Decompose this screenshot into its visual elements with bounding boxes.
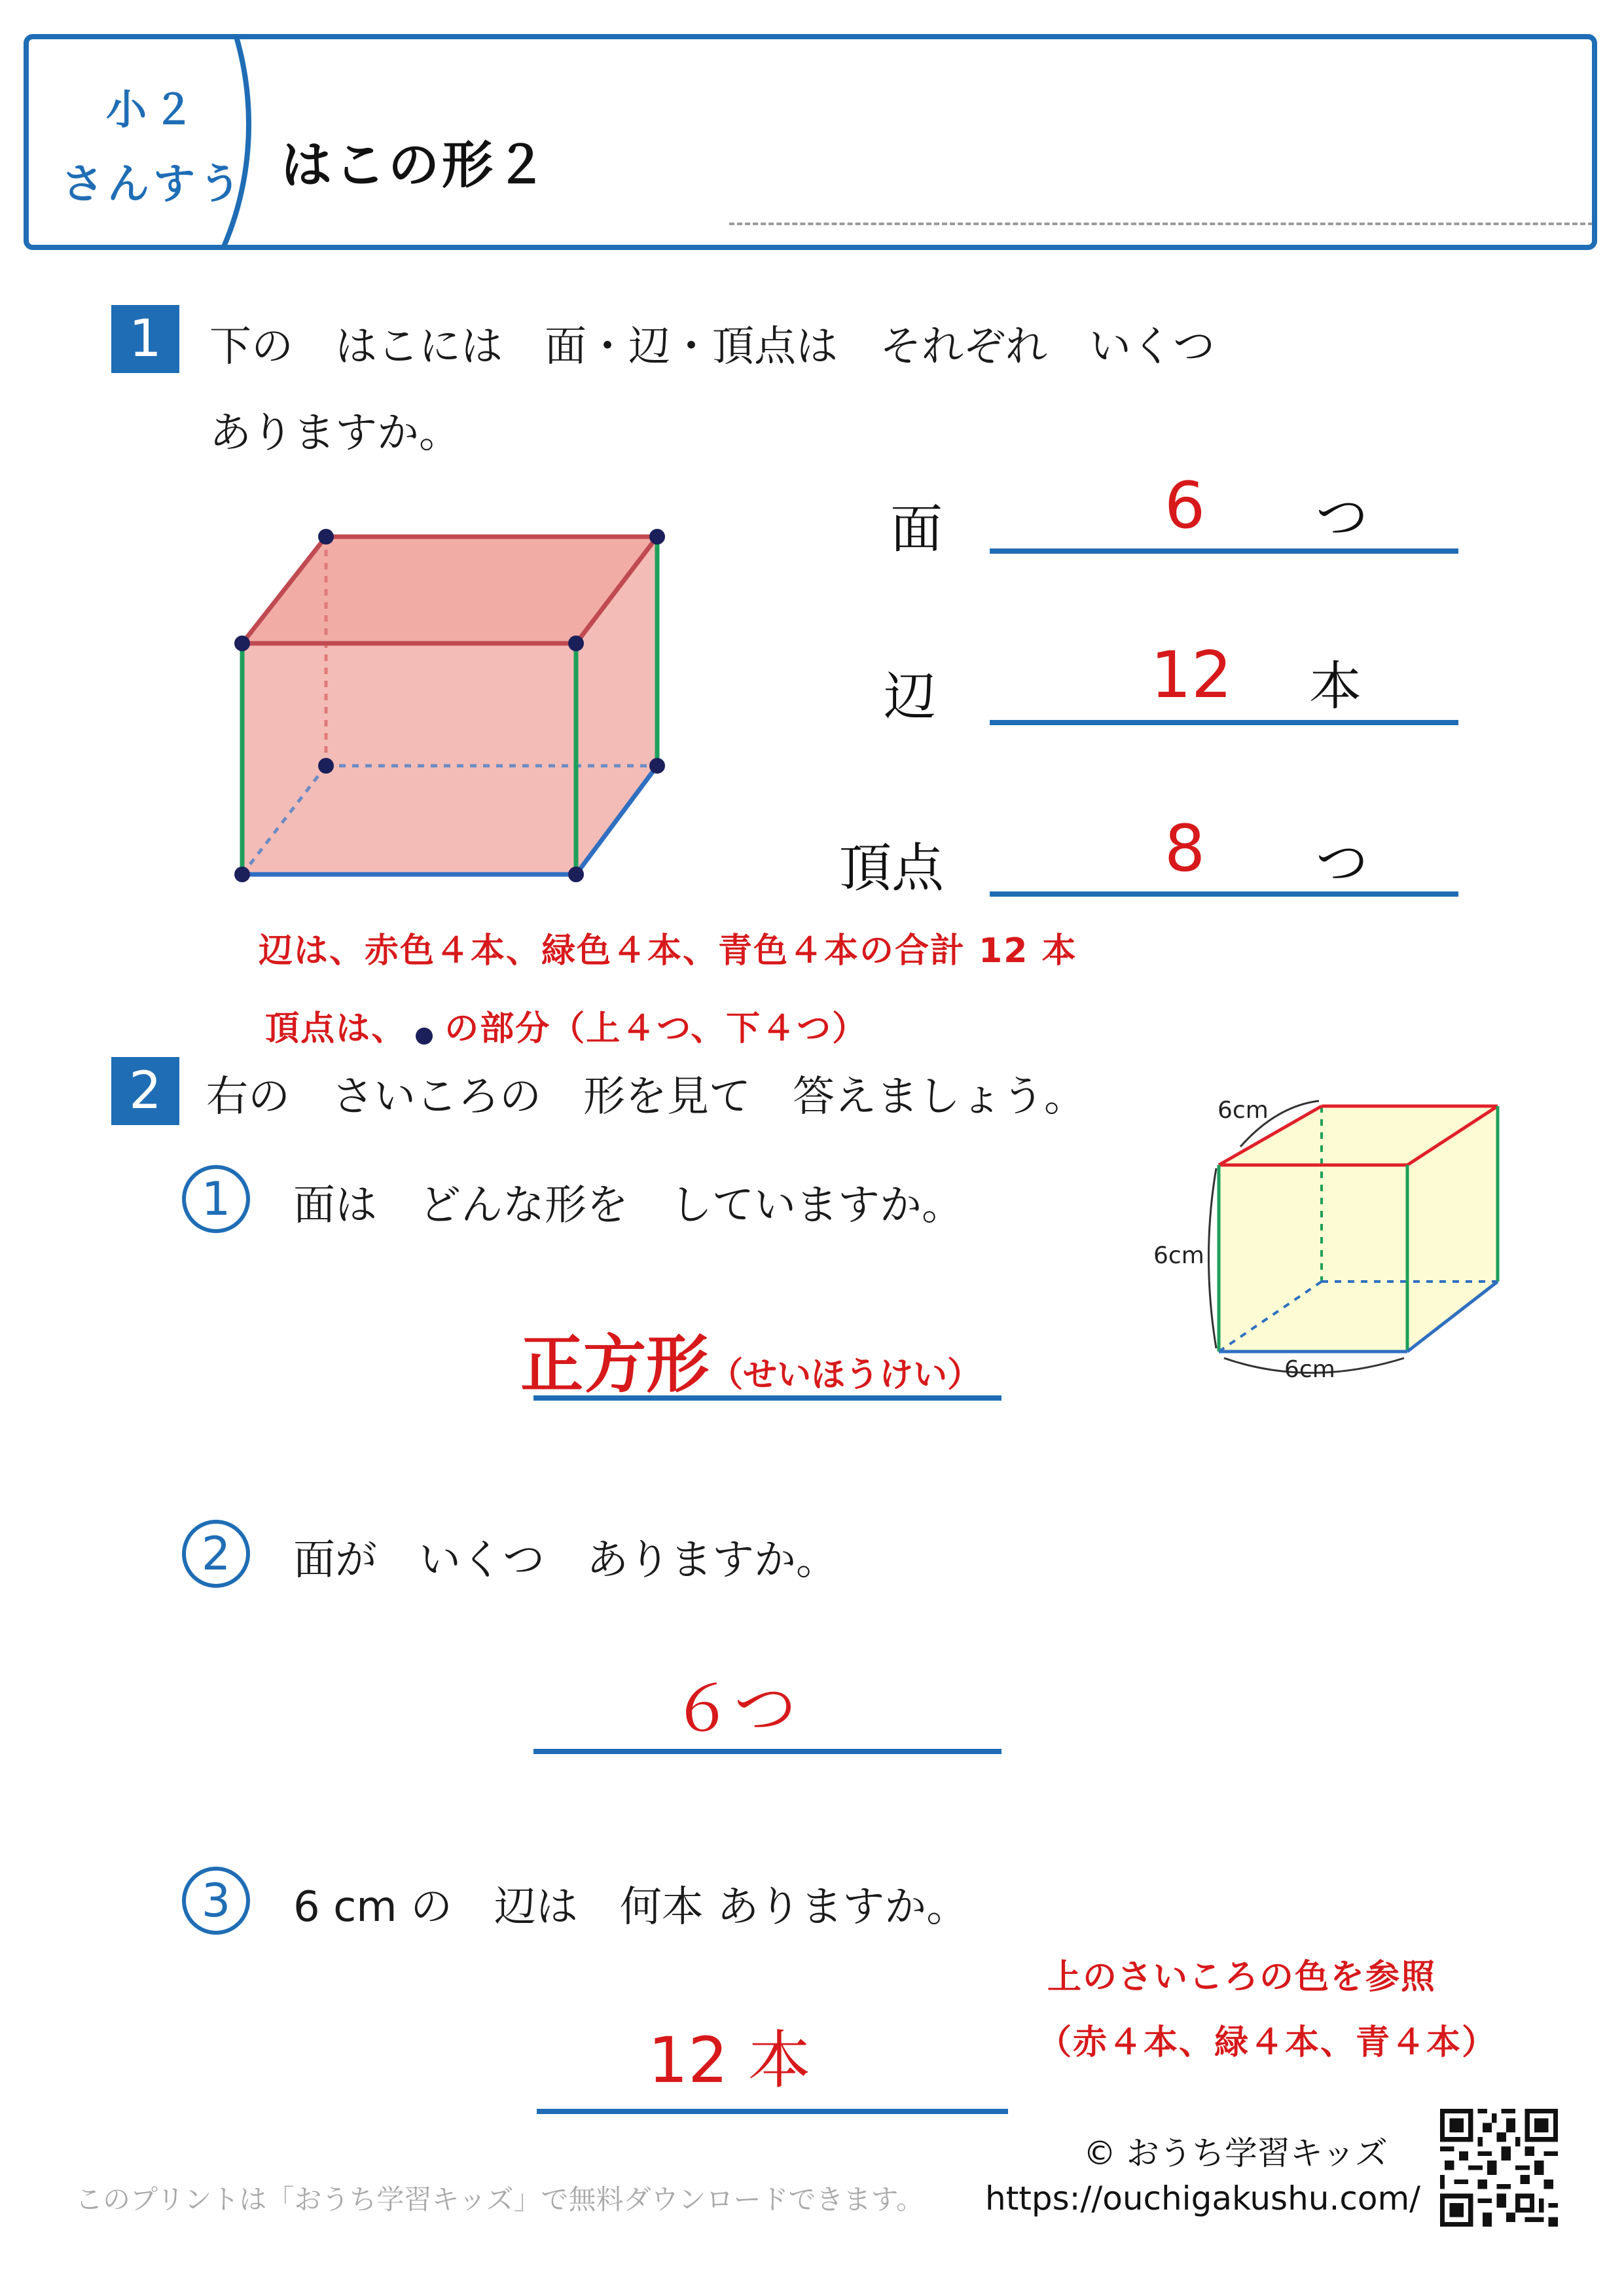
answer-label-edges: 辺 — [884, 666, 936, 727]
footer-notice: このプリントは「おうち学習キッズ」で無料ダウンロードできます。 — [75, 2183, 924, 2215]
subq-1-answer-sub: （せいほうけい） — [709, 1355, 982, 1395]
subq-1-answer-main: 正方形 — [520, 1328, 710, 1401]
q1-note-edges: 辺は、赤色４本、緑色４本、青色４本の合計 12 本 — [259, 931, 1077, 971]
subq-2-answer-line — [533, 1749, 1001, 1754]
header-box — [24, 34, 1597, 250]
answer-value-faces: 6 — [1164, 469, 1206, 543]
answer-unit-edges: 本 — [1309, 656, 1362, 717]
subject-label: さんすう — [62, 160, 245, 209]
subq-3-mark: 3 — [182, 1867, 250, 1935]
cube-label-bottom: 6cm — [1284, 1356, 1335, 1383]
subq-2-answer: ６つ — [671, 1672, 797, 1746]
answer-line-faces — [990, 548, 1458, 554]
answer-label-faces: 面 — [890, 499, 943, 560]
answer-value-edges: 12 — [1150, 638, 1233, 713]
footer-url[interactable]: https://ouchigakushu.com/ — [985, 2179, 1421, 2217]
q1-note-vertices — [259, 988, 867, 1050]
question-1-number: 1 — [111, 305, 179, 373]
cube-label-left: 6cm — [1153, 1242, 1204, 1269]
answer-line-edges — [990, 720, 1458, 725]
answer-unit-vertices: つ — [1316, 833, 1368, 893]
footer-brand: © おうち学習キッズ — [1083, 2134, 1388, 2172]
subq-1-mark: 1 — [182, 1165, 250, 1233]
subq-2-mark: 2 — [182, 1520, 250, 1588]
cube-figure — [1139, 1086, 1506, 1394]
subq-3-note-2: （赤４本、緑４本、青４本） — [1038, 2023, 1498, 2062]
subq-3-text: 6 cm の 辺は 何本 ありますか。 — [293, 1883, 969, 1931]
question-1-text: 下の はこには 面・辺・頂点は それぞれ いくつ — [209, 323, 1215, 371]
box-figure — [223, 517, 681, 890]
q1-note-vertices-pre: 頂点は、 — [265, 1009, 407, 1049]
q1-note-vertices-post: の部分（上４つ、下４つ） — [444, 1009, 868, 1049]
subq-3-note-1: 上のさいころの色を参照 — [1047, 1958, 1437, 1997]
question-2-number: 2 — [111, 1057, 179, 1125]
subq-1-text: 面は どんな形を していますか。 — [293, 1181, 964, 1230]
answer-value-vertices: 8 — [1164, 812, 1206, 886]
subq-3-answer: 12 本 — [648, 2024, 811, 2097]
question-2-text: 右の さいころの 形を見て 答えましょう。 — [206, 1073, 1086, 1121]
vertex-dot-icon — [416, 1028, 433, 1045]
question-1-text-2: ありますか。 — [209, 409, 461, 457]
qr-code-icon — [1440, 2109, 1558, 2227]
cube-label-top: 6cm — [1218, 1097, 1269, 1124]
page-title: はこの形２ — [281, 136, 550, 195]
answer-label-vertices: 頂点 — [839, 838, 944, 899]
subq-2-text: 面が いくつ ありますか。 — [293, 1536, 838, 1585]
subq-1-answer — [514, 1302, 981, 1405]
subq-3-answer-line — [537, 2109, 1008, 2114]
answer-unit-faces: つ — [1316, 487, 1368, 548]
box-faces — [242, 537, 657, 874]
name-line — [729, 223, 1593, 225]
subq-1-answer-line — [533, 1395, 1001, 1401]
answer-line-vertices — [990, 891, 1458, 897]
grade-circle — [24, 34, 251, 250]
grade-label: 小２ — [105, 86, 200, 134]
